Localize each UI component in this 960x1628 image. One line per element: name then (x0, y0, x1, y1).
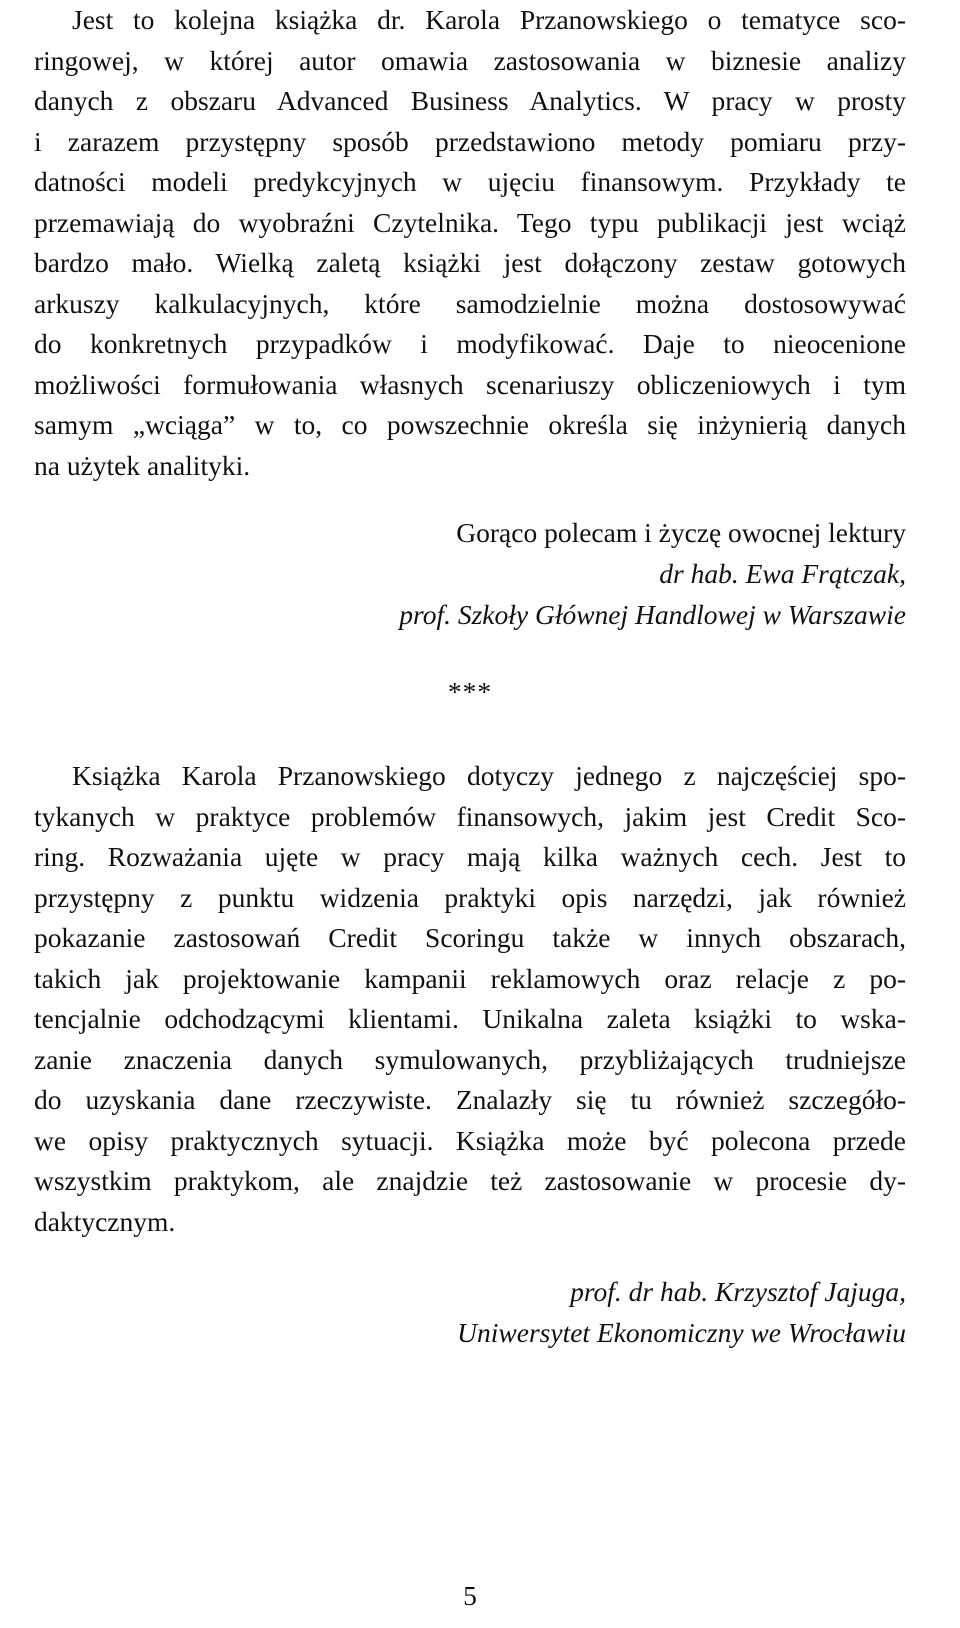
text-line: zanie znaczenia danych symulowanych, przybliżających trudniejsze (34, 1043, 906, 1075)
signature-block-2 (457, 1271, 906, 1353)
signature-affiliation: prof. Szkoły Głównej Handlowej w Warszawie (399, 599, 906, 630)
text-line: tencjalnie odchodzącymi klientami. Unikalna zaleta książki to wska- (34, 1003, 906, 1034)
signature-affiliation: Uniwersytet Ekonomiczny we Wrocławiu (457, 1317, 906, 1348)
signature-name: dr hab. Ewa Frątczak, (659, 558, 906, 589)
signature-block-1 (399, 512, 906, 635)
book-page (34, 0, 906, 1628)
section-separator: *** (447, 676, 493, 707)
page-number: 5 (463, 1580, 477, 1611)
text-line: danych z obszaru Advanced Business Analytics. W pracy w prosty (34, 85, 906, 116)
text-line: Książka Karola Przanowskiego dotyczy jednego z najczęściej spo- (72, 760, 906, 791)
text-line: do konkretnych przypadków i modyfikować. Daje to nieocenione (34, 328, 906, 359)
text-line: arkuszy kalkulacyjnych, które samodzielnie można dostosowywać (34, 287, 906, 319)
text-line: ringowej, w której autor omawia zastosowania w biznesie analizy (34, 44, 906, 76)
signature-name: prof. dr hab. Krzysztof Jajuga, (570, 1276, 906, 1307)
text-line: we opisy praktycznych sytuacji. Książka może być polecona przede (34, 1124, 906, 1156)
text-line: wszystkim praktykom, ale znajdzie też zastosowanie w procesie dy- (34, 1165, 906, 1196)
text-line: i zarazem przystępny sposób przedstawiono metody pomiaru przy- (34, 125, 906, 157)
text-line: przemawiają do wyobraźni Czytelnika. Tego typu publikacji jest wciąż (34, 206, 906, 238)
text-line: do uzyskania dane rzeczywiste. Znalazły się tu również szczegóło- (34, 1084, 906, 1115)
text-line: tykanych w praktyce problemów finansowych, jakim jest Credit Sco- (34, 800, 906, 832)
text-line: przystępny z punktu widzenia praktyki opis narzędzi, jak również (34, 881, 906, 913)
text-line: Jest to kolejna książka dr. Karola Przanowskiego o tematyce sco- (72, 4, 906, 35)
endorsement-paragraph-2 (34, 756, 906, 1242)
text-line: takich jak projektowanie kampanii reklamowych oraz relacje z po- (34, 962, 906, 994)
text-line: ring. Rozważania ujęte w pracy mają kilka ważnych cech. Jest to (34, 841, 906, 872)
closing-line: Gorąco polecam i życzę owocnej lektury (456, 517, 906, 548)
text-line: daktycznym. (34, 1205, 176, 1237)
text-line: samym „wciąga” w to, co powszechnie określa się inżynierią danych (34, 409, 906, 440)
text-line: bardzo mało. Wielką zaletą książki jest dołączony zestaw gotowych (34, 247, 906, 278)
text-line: datności modeli predykcyjnych w ujęciu finansowym. Przykłady te (34, 166, 906, 197)
text-line: możliwości formułowania własnych scenariuszy obliczeniowych i tym (34, 368, 906, 400)
text-line: pokazanie zastosowań Credit Scoringu także w innych obszarach, (34, 922, 906, 953)
endorsement-paragraph-1 (34, 0, 906, 486)
text-line: na użytek analityki. (34, 449, 251, 481)
